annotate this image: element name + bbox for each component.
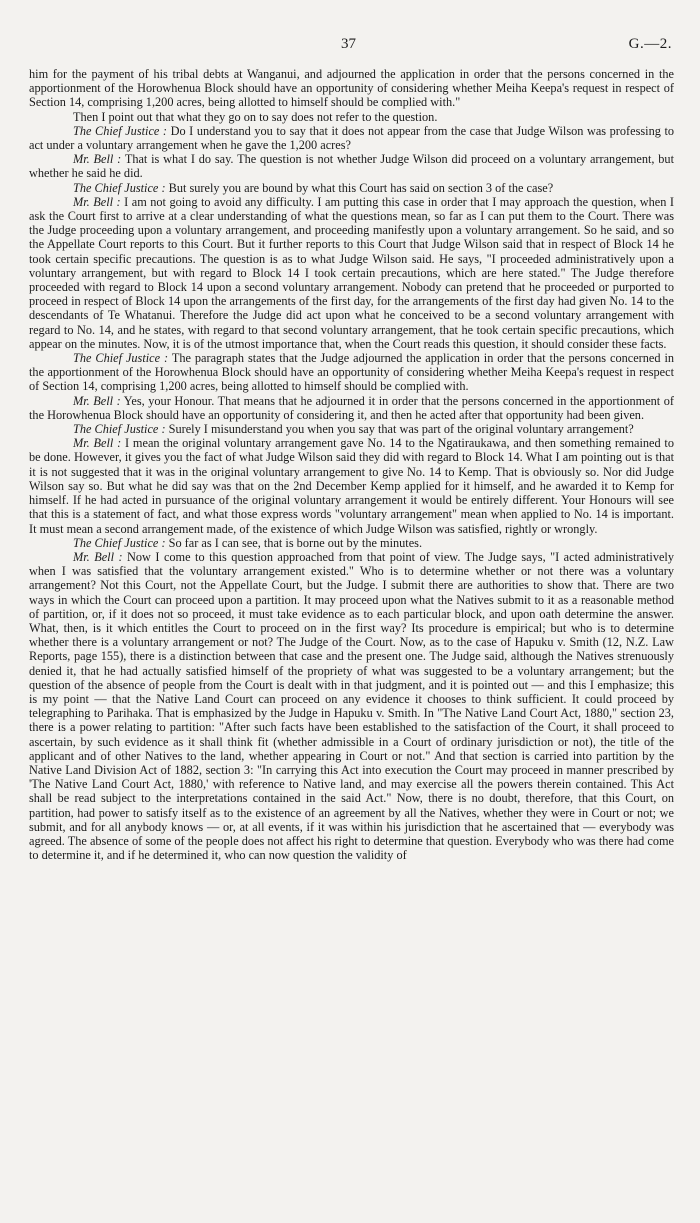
speaker-name: The Chief Justice : — [73, 123, 168, 138]
document-reference: G.—2. — [628, 36, 672, 52]
paragraph — [29, 550, 674, 862]
speaker-name: The Chief Justice : — [73, 422, 166, 437]
paragraph — [29, 436, 674, 535]
paragraph-text: So far as I can see, that is borne out by the minutes. — [168, 535, 423, 550]
speaker-name: The Chief Justice : — [73, 180, 166, 195]
paragraph-text: I mean the original voluntary arrangement gave No. 14 to the Ngatiraukawa, and then something remained to be done. However, it gives you the fact of what Judge Wilson said they did with regard to Block 14. What I am pointing out is that it is not suggested that it was in the original voluntary arrangement to give No. 14 to Kemp. That is obviously so. Nor did Judge Wilson say so. But what he did say was that on the 2nd December Kemp applied for it himself, and he awarded it to Kemp for himself. If he had acted in pursuance of the original voluntary arrangement it would be entirely different. Your Honours will see that this is a statement of fact, and what those express words "voluntary arrangement" mean when applied to No. 14 is important. It must mean a second arrangement made, of the existence of which Judge Wilson was satisfied, rightly or wrongly. — [29, 436, 674, 536]
speaker-name: The Chief Justice : — [73, 351, 169, 366]
paragraph-text: him for the payment of his tribal debts at Wanganui, and adjourned the application in order that the persons concerned in the apportionment of the Horowhenua Block should have an opportunity of considering whether Meiha Keepa's request in respect of Section 14, comprising 1,200 acres, being allotted to himself should be complied with." — [29, 67, 674, 110]
paragraph — [29, 67, 674, 110]
paragraph — [29, 124, 674, 152]
paragraph — [29, 536, 674, 550]
paragraph-text: That is what I do say. The question is not whether Judge Wilson did proceed on a voluntary arrangement, but whether he said he did. — [29, 152, 674, 181]
paragraph — [29, 394, 674, 422]
paragraph-text: I am not going to avoid any difficulty. I am putting this case in order that I may approach the question, when I ask the Court first to arrive at a clear understanding of what the questions mean, so far as I can put them to the Court. There was the Judge proceeding upon a voluntary arrangement, and proceeding manifestly upon a voluntary arrangement. So he said, and so the Appellate Court reports to this Court. But it further reports to this Court that Judge Wilson said that in respect of Block 14 he took certain specific precautions. The question is as to what Judge Wilson said. He says, "I proceeded administratively upon a voluntary arrangement, but with regard to Block 14 I took certain precautions, which are here stated." The Judge therefore proceeded with regard to Block 14 upon a second voluntary arrangement. Nobody can pretend that he proceeded or purported to proceed in respect of Block 14 upon the arrangements of the first day, for the arrangements of the first day had given No. 14 to the descendants of Te Whatanui. Therefore the Judge did act upon what he conceived to be a second voluntary arrangement with regard to No. 14, and he states, with regard to that second voluntary arrangement, that he took certain specific precautions, which appear on the minutes. Now, it is of the utmost importance that, when the Court reads this question, it should consider these facts. — [29, 194, 674, 351]
paragraph-text: But surely you are bound by what this Court has said on section 3 of the case? — [168, 180, 554, 195]
paragraph — [29, 181, 674, 195]
paragraph-text: The paragraph states that the Judge adjourned the application in order that the persons concerned in the apportionment of the Horowhenua Block should have an opportunity of considering whether Meiha Keepa's request in respect of Section 14, comprising 1,200 acres, being allotted to himself should be complied with. — [29, 351, 675, 394]
speaker-name: The Chief Justice : — [73, 535, 166, 550]
paragraph-text: Then I point out that what they go on to say does not refer to the question. — [73, 109, 438, 124]
speaker-name: Mr. Bell : — [73, 436, 122, 451]
paragraph — [29, 195, 674, 351]
paragraph-text: Now I come to this question approached from that point of view. The Judge says, "I acted administratively when I was satisfied that the voluntary arrangement existed." Who is to determine whether or not there was a voluntary arrangement? Not this Court, not the Appellate Court, but the Judge. I submit there are authorities to show that. There are two ways in which the Court can proceed upon a partition. It may proceed upon what the Natives submit to it as a reasonable method of partition, or, if it does not so proceed, it must take evidence as to each particular block, and upon oath determine the answer. What, then, is it which entitles the Court to proceed on in the first way? Its procedure is empirical; but who is to determine whether there is a voluntary arrangement or not? The Judge of the Court. Now, as to the case of Hapuku v. Smith (12, N.Z. Law Reports, page 155), there is a distinction between that case and the present one. The Judge said, although the Natives strenuously denied it, that he had actually satisfied himself of the propriety of what was suggested to be a voluntary arrangement; but the question of the absence of people from the Court is dealt with in that judgment, and it is pointed out — and this I emphasize; this is my point — that the Native Land Court can proceed on any evidence it chooses to think sufficient. It could proceed by telegraphing to Parihaka. That is emphasized by the Judge in Hapuku v. Smith. In "The Native Land Court Act, 1880," section 23, there is a power relating to partition: "After such facts have been established to the satisfaction of the Court, it shall proceed to ascertain, by such evidence as it shall think fit (whether admissible in a Court of ordinary jurisdiction or not), the title of the applicant and of other Natives to the land, whether appearing in Court or not." And that section is carried into partition by the Native Land Division Act of 1882, section 3: "In carrying this Act into execution the Court may proceed in manner prescribed by 'The Native Land Court Act, 1880,' with reference to Native land, and may exercise all the powers therein contained. This Act shall be read subject to the interpretations contained in the said Act." Now, there is no doubt, therefore, that this Court, on partition, had power to satisfy itself as to the existence of an agreement by all the Natives, whether they were in Court or not; we submit, and for all anybody knows — or, at all events, if it was within his jurisdiction that he ascertained that — everybody was agreed. The absence of some of the people does not affect his right to determine that question. Everybody who was there had come to determine it, and if he determined it, who can now question the validity of — [29, 549, 674, 863]
speaker-name: Mr. Bell : — [73, 152, 122, 167]
paragraph-text: Do I understand you to say that it does not appear from the case that Judge Wilson was professing to act under a voluntary arrangement when he gave the 1,200 acres? — [29, 123, 675, 153]
page-number: 37 — [341, 36, 356, 52]
document-body — [29, 67, 674, 862]
paragraph — [29, 351, 674, 394]
speaker-name: Mr. Bell : — [73, 549, 123, 564]
paragraph — [29, 110, 674, 124]
speaker-name: Mr. Bell : — [73, 393, 121, 408]
page-header — [29, 36, 674, 56]
paragraph-text: Yes, your Honour. That means that he adjourned it in order that the persons concerned in the apportionment of the Horowhenua Block should have an opportunity of considering it, and then he acted after that opportunity had been given. — [29, 393, 674, 422]
speaker-name: Mr. Bell : — [73, 194, 121, 209]
paragraph — [29, 152, 674, 180]
paragraph — [29, 422, 674, 436]
paragraph-text: Surely I misunderstand you when you say that was part of the original voluntary arrangement? — [168, 422, 634, 437]
